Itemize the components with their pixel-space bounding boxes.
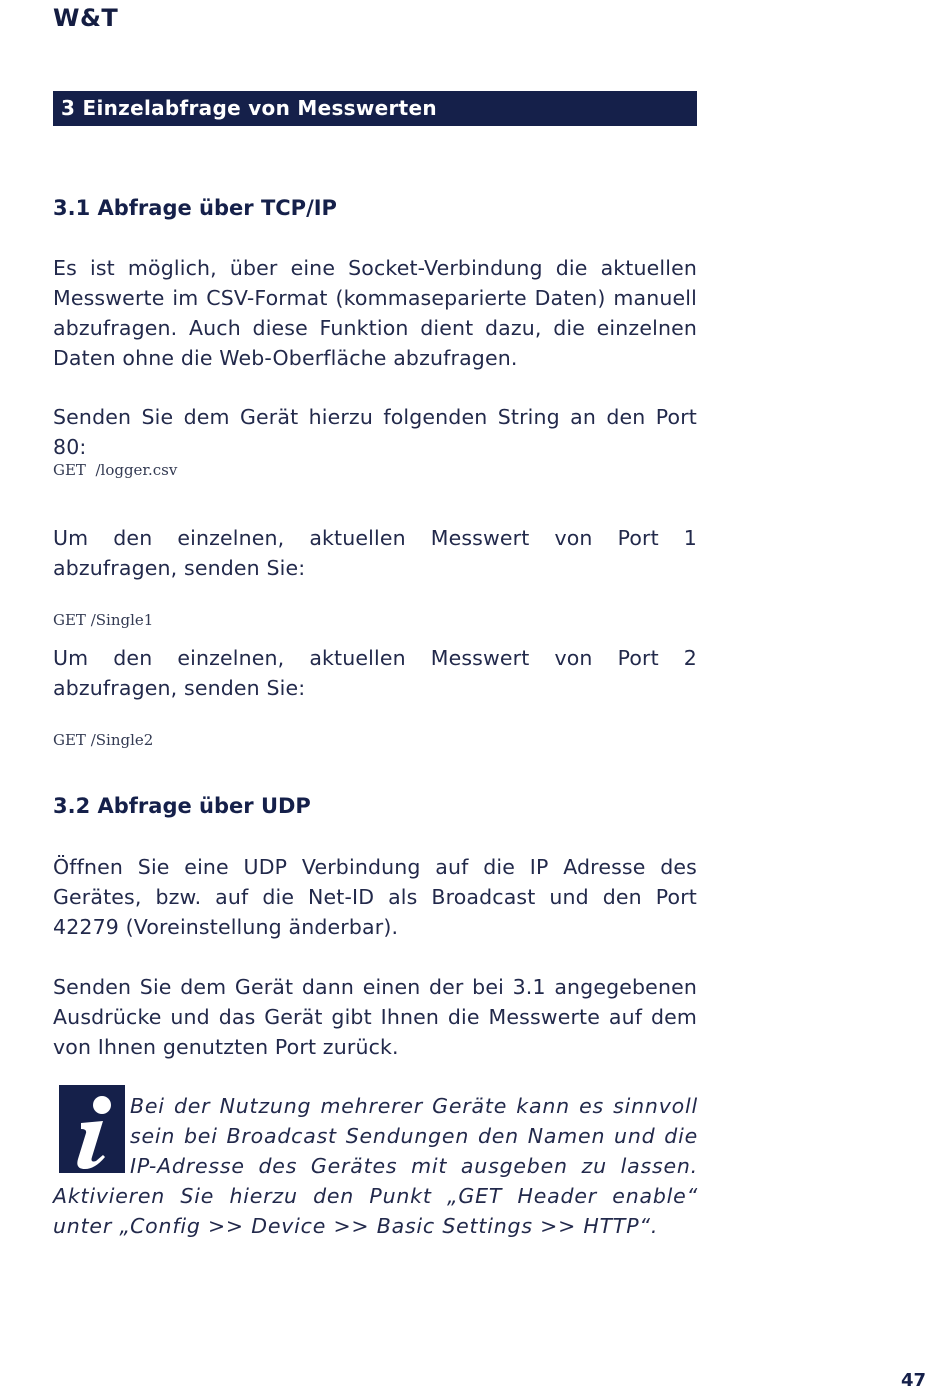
- section-heading-udp: 3.2 Abfrage über UDP: [53, 794, 311, 818]
- info-note: [53, 1091, 698, 1241]
- code-logger-csv: GET /logger.csv: [53, 461, 178, 479]
- info-note-text: Bei der Nutzung mehrerer Geräte kann es sinnvoll sein bei Broadcast Sendungen den Namen und die IP-Adresse des Gerätes mit ausgeben zu lassen. Aktivieren Sie hierzu den Punkt „GET Header enable“ unter „Config >> Device >> Basic Settings >> HTTP“.: [53, 1094, 698, 1238]
- chapter-title: 3 Einzelabfrage von Messwerten: [61, 96, 437, 120]
- paragraph-udp-connection: Öffnen Sie eine UDP Verbindung auf die IP Adresse des Gerätes, bzw. auf die Net-ID als Broadcast und den Port 42279 (Voreinstellung änderbar).: [53, 855, 697, 939]
- paragraph-socket-intro: Es ist möglich, über eine Socket-Verbindung die aktuellen Messwerte im CSV-Format (kommaseparierte Daten) manuell abzufragen. Auch diese Funktion dient dazu, die einzelnen Daten ohne die Web-Oberfläche abzufragen.: [53, 256, 697, 370]
- paragraph-port2: Um den einzelnen, aktuellen Messwert von Port 2 abzufragen, senden Sie:: [53, 646, 697, 700]
- paragraph-send-string: Senden Sie dem Gerät hierzu folgenden String an den Port 80:: [53, 405, 697, 459]
- paragraph-udp-send: Senden Sie dem Gerät dann einen der bei 3.1 angegebenen Ausdrücke und das Gerät gibt Ihnen die Messwerte auf dem von Ihnen genutzten Port zurück.: [53, 975, 697, 1059]
- code-single2: GET /Single2: [53, 731, 154, 749]
- page-number: 47: [900, 1370, 926, 1391]
- paragraph-port1: Um den einzelnen, aktuellen Messwert von Port 1 abzufragen, senden Sie:: [53, 526, 697, 580]
- section-heading-tcp: 3.1 Abfrage über TCP/IP: [53, 196, 337, 220]
- company-logo: W&T: [53, 4, 119, 32]
- code-single1: GET /Single1: [53, 611, 154, 629]
- chapter-title-bar: [53, 91, 697, 126]
